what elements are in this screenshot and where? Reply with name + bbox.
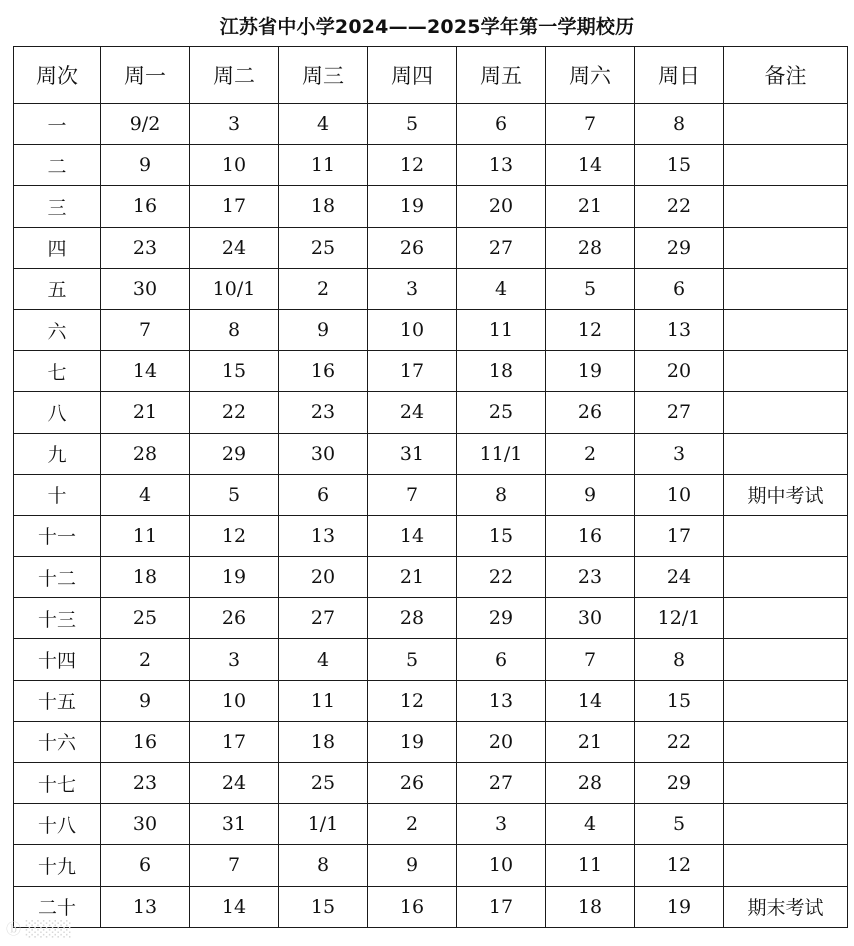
date-cell: 9: [279, 309, 368, 350]
date-cell: 27: [457, 763, 546, 804]
week-row: [14, 309, 848, 350]
date-cell: 23: [279, 392, 368, 433]
week-row: [14, 639, 848, 680]
week-row: [14, 598, 848, 639]
week-number-cell: 十八: [14, 804, 101, 845]
note-cell: [724, 680, 848, 721]
date-cell: 3: [368, 268, 457, 309]
note-cell: [724, 309, 848, 350]
week-number-cell: 七: [14, 351, 101, 392]
school-calendar-table: [13, 46, 848, 928]
calendar-title: 江苏省中小学2024——2025学年第一学期校历: [219, 16, 635, 38]
date-cell: 27: [457, 227, 546, 268]
week-number-cell: 十: [14, 474, 101, 515]
date-cell: 22: [635, 721, 724, 762]
date-cell: 21: [546, 186, 635, 227]
date-cell: 4: [279, 104, 368, 145]
week-row: [14, 227, 848, 268]
date-cell: 18: [546, 886, 635, 927]
date-cell: 14: [368, 515, 457, 556]
date-cell: 4: [457, 268, 546, 309]
week-number-cell: 一: [14, 104, 101, 145]
week-row: [14, 392, 848, 433]
date-cell: 4: [546, 804, 635, 845]
date-cell: 23: [101, 227, 190, 268]
week-number-cell: 三: [14, 186, 101, 227]
date-cell: 10: [635, 474, 724, 515]
week-row: [14, 721, 848, 762]
date-cell: 20: [457, 186, 546, 227]
header-sunday: 周日: [635, 47, 724, 104]
date-cell: 10/1: [190, 268, 279, 309]
date-cell: 29: [457, 598, 546, 639]
week-number-cell: 五: [14, 268, 101, 309]
week-number-cell: 四: [14, 227, 101, 268]
date-cell: 23: [101, 763, 190, 804]
week-row: [14, 186, 848, 227]
date-cell: 27: [279, 598, 368, 639]
note-cell: [724, 268, 848, 309]
date-cell: 14: [546, 680, 635, 721]
date-cell: 26: [190, 598, 279, 639]
date-cell: 19: [368, 186, 457, 227]
note-cell: [724, 145, 848, 186]
header-saturday: 周六: [546, 47, 635, 104]
note-cell: [724, 351, 848, 392]
date-cell: 27: [635, 392, 724, 433]
date-cell: 9: [101, 145, 190, 186]
note-cell: [724, 557, 848, 598]
note-cell: [724, 227, 848, 268]
header-note: 备注: [724, 47, 848, 104]
date-cell: 16: [546, 515, 635, 556]
week-row: [14, 268, 848, 309]
date-cell: 19: [368, 721, 457, 762]
date-cell: 14: [101, 351, 190, 392]
header-monday: 周一: [101, 47, 190, 104]
date-cell: 29: [635, 763, 724, 804]
date-cell: 26: [546, 392, 635, 433]
date-cell: 7: [546, 639, 635, 680]
date-cell: 30: [101, 804, 190, 845]
date-cell: 30: [279, 433, 368, 474]
date-cell: 13: [101, 886, 190, 927]
week-row: [14, 351, 848, 392]
note-cell: [724, 104, 848, 145]
date-cell: 31: [368, 433, 457, 474]
date-cell: 16: [279, 351, 368, 392]
date-cell: 21: [101, 392, 190, 433]
note-cell: [724, 392, 848, 433]
week-row: [14, 474, 848, 515]
date-cell: 2: [279, 268, 368, 309]
date-cell: 22: [190, 392, 279, 433]
date-cell: 25: [101, 598, 190, 639]
date-cell: 25: [279, 227, 368, 268]
date-cell: 13: [635, 309, 724, 350]
date-cell: 17: [635, 515, 724, 556]
note-cell: [724, 186, 848, 227]
note-cell: [724, 639, 848, 680]
week-row: [14, 763, 848, 804]
date-cell: 30: [546, 598, 635, 639]
date-cell: 11: [101, 515, 190, 556]
note-cell: [724, 515, 848, 556]
date-cell: 3: [635, 433, 724, 474]
date-cell: 16: [101, 186, 190, 227]
date-cell: 15: [457, 515, 546, 556]
date-cell: 15: [190, 351, 279, 392]
date-cell: 10: [190, 680, 279, 721]
date-cell: 12: [368, 680, 457, 721]
date-cell: 20: [279, 557, 368, 598]
week-number-cell: 十七: [14, 763, 101, 804]
date-cell: 13: [457, 680, 546, 721]
date-cell: 5: [546, 268, 635, 309]
date-cell: 12: [368, 145, 457, 186]
date-cell: 8: [635, 104, 724, 145]
date-cell: 6: [101, 845, 190, 886]
header-wednesday: 周三: [279, 47, 368, 104]
date-cell: 26: [368, 227, 457, 268]
week-row: [14, 104, 848, 145]
date-cell: 11/1: [457, 433, 546, 474]
date-cell: 9/2: [101, 104, 190, 145]
week-number-cell: 十五: [14, 680, 101, 721]
week-number-cell: 十一: [14, 515, 101, 556]
week-number-cell: 十六: [14, 721, 101, 762]
date-cell: 29: [635, 227, 724, 268]
date-cell: 3: [190, 639, 279, 680]
week-number-cell: 八: [14, 392, 101, 433]
week-row: [14, 515, 848, 556]
week-number-cell: 十九: [14, 845, 101, 886]
date-cell: 18: [457, 351, 546, 392]
date-cell: 20: [635, 351, 724, 392]
date-cell: 9: [546, 474, 635, 515]
note-cell: 期末考试: [724, 886, 848, 927]
date-cell: 7: [368, 474, 457, 515]
date-cell: 2: [368, 804, 457, 845]
date-cell: 12/1: [635, 598, 724, 639]
date-cell: 16: [368, 886, 457, 927]
date-cell: 4: [101, 474, 190, 515]
note-cell: [724, 763, 848, 804]
date-cell: 17: [457, 886, 546, 927]
note-cell: [724, 721, 848, 762]
date-cell: 5: [368, 639, 457, 680]
date-cell: 5: [635, 804, 724, 845]
date-cell: 24: [368, 392, 457, 433]
date-cell: 11: [279, 145, 368, 186]
date-cell: 2: [546, 433, 635, 474]
header-week: 周次: [14, 47, 101, 104]
date-cell: 31: [190, 804, 279, 845]
note-cell: 期中考试: [724, 474, 848, 515]
date-cell: 18: [101, 557, 190, 598]
date-cell: 17: [190, 186, 279, 227]
date-cell: 13: [279, 515, 368, 556]
date-cell: 15: [635, 680, 724, 721]
date-cell: 7: [546, 104, 635, 145]
date-cell: 25: [279, 763, 368, 804]
date-cell: 19: [190, 557, 279, 598]
date-cell: 22: [635, 186, 724, 227]
date-cell: 5: [190, 474, 279, 515]
week-number-cell: 十三: [14, 598, 101, 639]
date-cell: 1/1: [279, 804, 368, 845]
week-row: [14, 557, 848, 598]
week-number-cell: 十四: [14, 639, 101, 680]
note-cell: [724, 598, 848, 639]
date-cell: 21: [546, 721, 635, 762]
date-cell: 2: [101, 639, 190, 680]
date-cell: 28: [368, 598, 457, 639]
date-cell: 24: [635, 557, 724, 598]
week-row: [14, 845, 848, 886]
watermark-logo: ⓑ ░░░░: [6, 920, 72, 938]
date-cell: 11: [279, 680, 368, 721]
date-cell: 26: [368, 763, 457, 804]
date-cell: 12: [190, 515, 279, 556]
date-cell: 18: [279, 721, 368, 762]
date-cell: 30: [101, 268, 190, 309]
date-cell: 12: [546, 309, 635, 350]
date-cell: 8: [457, 474, 546, 515]
date-cell: 10: [190, 145, 279, 186]
date-cell: 6: [457, 104, 546, 145]
week-number-cell: 六: [14, 309, 101, 350]
week-number-cell: 十二: [14, 557, 101, 598]
week-row: [14, 886, 848, 927]
date-cell: 28: [546, 763, 635, 804]
date-cell: 15: [279, 886, 368, 927]
date-cell: 6: [635, 268, 724, 309]
date-cell: 24: [190, 763, 279, 804]
date-cell: 6: [457, 639, 546, 680]
note-cell: [724, 804, 848, 845]
date-cell: 7: [190, 845, 279, 886]
date-cell: 10: [457, 845, 546, 886]
date-cell: 13: [457, 145, 546, 186]
date-cell: 20: [457, 721, 546, 762]
date-cell: 8: [279, 845, 368, 886]
date-cell: 10: [368, 309, 457, 350]
week-number-cell: 九: [14, 433, 101, 474]
date-cell: 24: [190, 227, 279, 268]
date-cell: 6: [279, 474, 368, 515]
date-cell: 15: [635, 145, 724, 186]
date-cell: 5: [368, 104, 457, 145]
date-cell: 22: [457, 557, 546, 598]
date-cell: 28: [546, 227, 635, 268]
date-cell: 21: [368, 557, 457, 598]
date-cell: 3: [190, 104, 279, 145]
date-cell: 11: [457, 309, 546, 350]
date-cell: 11: [546, 845, 635, 886]
week-number-cell: 二: [14, 145, 101, 186]
date-cell: 17: [190, 721, 279, 762]
header-row: [14, 47, 848, 104]
week-row: [14, 680, 848, 721]
date-cell: 9: [101, 680, 190, 721]
date-cell: 9: [368, 845, 457, 886]
date-cell: 29: [190, 433, 279, 474]
note-cell: [724, 845, 848, 886]
week-row: [14, 804, 848, 845]
week-row: [14, 433, 848, 474]
date-cell: 8: [190, 309, 279, 350]
date-cell: 14: [546, 145, 635, 186]
date-cell: 19: [635, 886, 724, 927]
date-cell: 16: [101, 721, 190, 762]
note-cell: [724, 433, 848, 474]
date-cell: 23: [546, 557, 635, 598]
date-cell: 8: [635, 639, 724, 680]
week-row: [14, 145, 848, 186]
header-tuesday: 周二: [190, 47, 279, 104]
date-cell: 28: [101, 433, 190, 474]
date-cell: 25: [457, 392, 546, 433]
week-number-cell: 二十: [14, 886, 101, 927]
date-cell: 4: [279, 639, 368, 680]
date-cell: 14: [190, 886, 279, 927]
date-cell: 17: [368, 351, 457, 392]
date-cell: 7: [101, 309, 190, 350]
date-cell: 18: [279, 186, 368, 227]
date-cell: 12: [635, 845, 724, 886]
calendar-body: [14, 104, 848, 928]
header-thursday: 周四: [368, 47, 457, 104]
date-cell: 19: [546, 351, 635, 392]
date-cell: 3: [457, 804, 546, 845]
header-friday: 周五: [457, 47, 546, 104]
